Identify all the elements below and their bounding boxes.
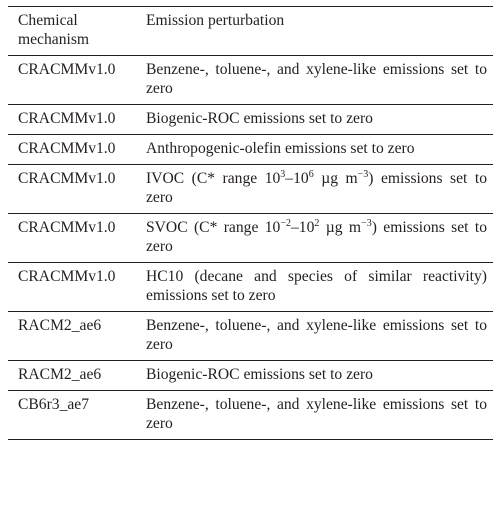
perturbation-cell: Anthropogenic-olefin emissions set to zero <box>146 140 415 157</box>
table-row <box>8 391 493 440</box>
table-body <box>8 56 493 440</box>
mechanism-cell: RACM2_ae6 <box>18 366 102 383</box>
perturbation-cell <box>136 165 493 214</box>
perturbation-cell: HC10 (decane and species of similar reactivity) emissions set to zero <box>146 268 487 304</box>
exponent: −3 <box>361 218 372 229</box>
exponent: −3 <box>357 169 369 180</box>
header-emission-perturbation: Emission perturbation <box>146 12 285 29</box>
perturbation-cell: Benzene-, toluene-, and xylene-like emissions set to zero <box>146 317 487 353</box>
table-row <box>8 312 493 361</box>
perturbation-text: SVOC (C* range 10 <box>146 219 281 236</box>
mechanism-cell: CRACMMv1.0 <box>18 170 116 187</box>
table-row <box>8 105 493 135</box>
header-row <box>8 7 493 56</box>
perturbation-text: IVOC (C* range 10 <box>146 170 281 187</box>
perturbation-cell: Biogenic-ROC emissions set to zero <box>146 366 373 383</box>
perturbation-cell: Benzene-, toluene-, and xylene-like emissions set to zero <box>146 396 487 432</box>
perturbation-text: ) emissions set to zero <box>146 219 487 255</box>
mechanism-cell: CB6r3_ae7 <box>18 396 90 413</box>
perturbation-text: –10 <box>291 219 315 236</box>
unit-text: µg m <box>319 219 362 236</box>
exponent: 2 <box>314 218 320 229</box>
perturbation-cell: Benzene-, toluene-, and xylene-like emissions set to zero <box>146 61 487 97</box>
table-row <box>8 56 493 105</box>
table-row <box>8 165 493 214</box>
table-row <box>8 135 493 165</box>
perturbation-text: ) emissions set to zero <box>146 170 487 206</box>
mechanism-cell: CRACMMv1.0 <box>18 140 116 157</box>
header-chemical-mechanism: Chemical mechanism <box>18 12 90 48</box>
unit-text: µg m <box>313 170 358 187</box>
mechanism-cell: RACM2_ae6 <box>18 317 102 334</box>
table-row <box>8 214 493 263</box>
mechanism-cell: CRACMMv1.0 <box>18 219 116 236</box>
exponent: 6 <box>308 169 314 180</box>
perturbation-text: –10 <box>285 170 309 187</box>
table-row <box>8 263 493 312</box>
perturbation-cell: Biogenic-ROC emissions set to zero <box>146 110 373 127</box>
perturbation-cell <box>136 214 493 263</box>
emission-perturbation-table <box>8 6 493 440</box>
table-row <box>8 361 493 391</box>
mechanism-cell: CRACMMv1.0 <box>18 268 116 285</box>
mechanism-cell: CRACMMv1.0 <box>18 61 116 78</box>
exponent: 3 <box>280 169 286 180</box>
exponent: −2 <box>280 218 291 229</box>
mechanism-cell: CRACMMv1.0 <box>18 110 116 127</box>
table-header <box>8 7 493 56</box>
